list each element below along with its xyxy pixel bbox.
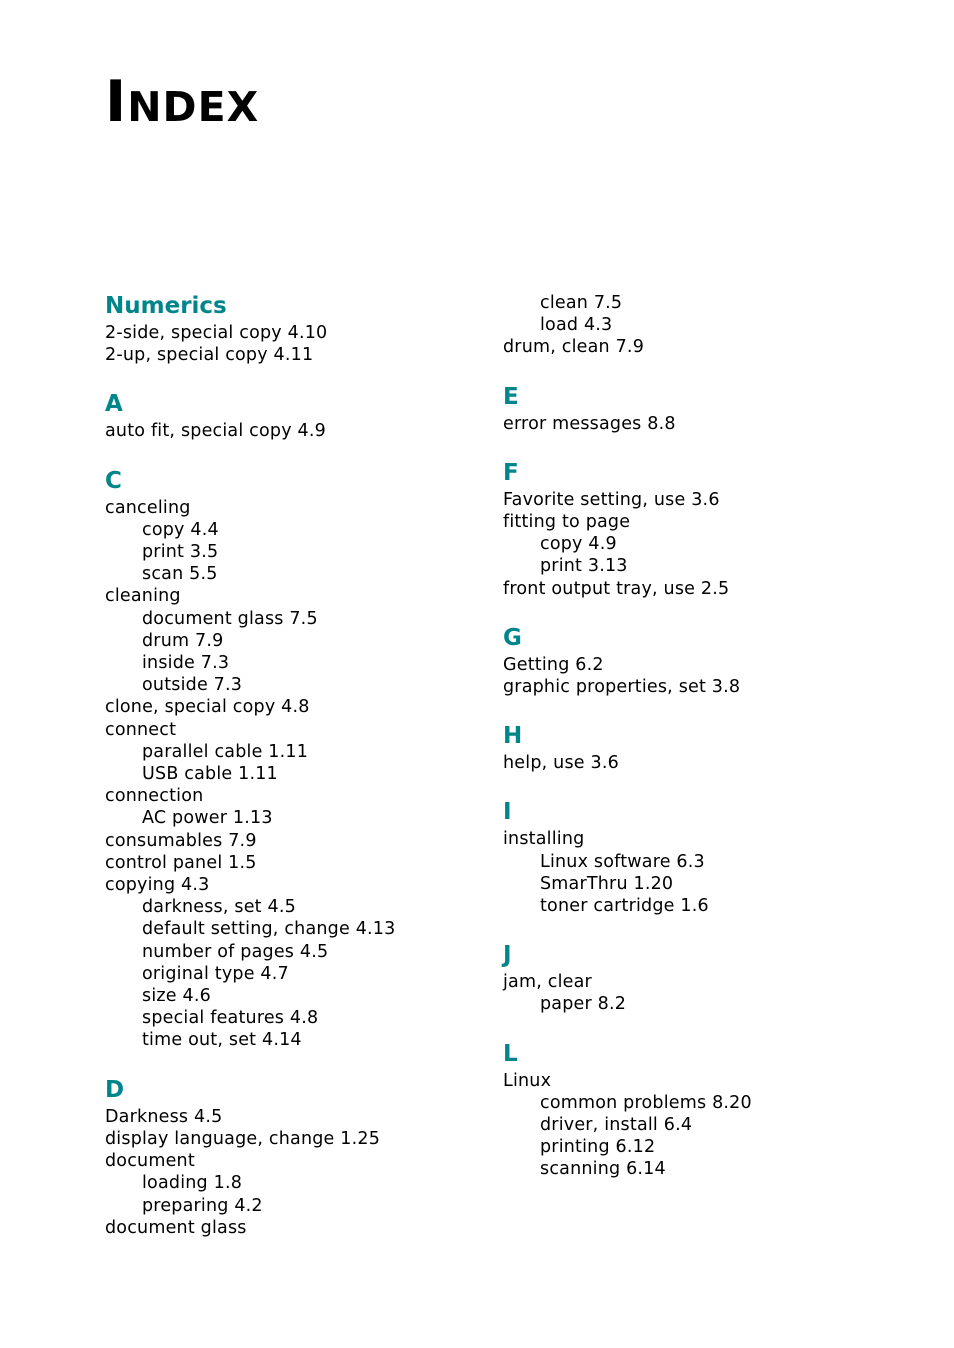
index-entry: error messages 8.8: [503, 413, 676, 434]
index-entry: Darkness 4.5: [105, 1106, 223, 1127]
index-subentry: copy 4.4: [142, 519, 219, 540]
index-subentry: print 3.13: [540, 556, 628, 577]
index-section: [503, 1038, 903, 1181]
section-heading: G: [503, 624, 522, 651]
index-entry: document: [105, 1151, 195, 1172]
section-heading: F: [503, 459, 519, 486]
section-heading: H: [503, 723, 523, 750]
index-section: [503, 939, 903, 1015]
index-entry: Getting 6.2: [503, 654, 604, 675]
index-entry: Linux: [503, 1070, 552, 1091]
section-heading: A: [105, 391, 123, 418]
index-section: [105, 388, 505, 442]
index-subentry: paper 8.2: [540, 994, 627, 1015]
section-heading: E: [503, 383, 519, 410]
section-heading: I: [503, 799, 512, 826]
index-entry: clone, special copy 4.8: [105, 697, 310, 718]
index-subentry: Linux software 6.3: [540, 851, 705, 872]
index-subentry: toner cartridge 1.6: [540, 896, 709, 917]
index-section: [503, 622, 903, 698]
index-entry: front output tray, use 2.5: [503, 578, 730, 599]
index-subentry: scanning 6.14: [540, 1159, 666, 1180]
index-subentry: driver, install 6.4: [540, 1115, 693, 1136]
index-section: [503, 292, 903, 359]
index-entry: consumables 7.9: [105, 830, 257, 851]
section-heading: J: [503, 942, 512, 969]
index-section: [503, 457, 903, 600]
index-subentry: clean 7.5: [540, 293, 623, 313]
index-subentry: print 3.5: [142, 542, 219, 563]
page-title-initial: I: [105, 69, 128, 135]
page-title-rest: NDEX: [127, 83, 260, 131]
index-subentry: drum 7.9: [142, 630, 224, 651]
index-subentry: preparing 4.2: [142, 1195, 263, 1216]
index-subentry: SmarThru 1.20: [540, 873, 674, 894]
index-subentry: default setting, change 4.13: [142, 919, 396, 940]
index-subentry: loading 1.8: [142, 1173, 243, 1194]
index-subentry: time out, set 4.14: [142, 1030, 302, 1051]
index-entry: document glass: [105, 1217, 247, 1238]
index-subentry: AC power 1.13: [142, 808, 273, 829]
index-subentry: common problems 8.20: [540, 1092, 752, 1113]
index-entry: installing: [503, 829, 585, 850]
index-column-right: [503, 292, 903, 1181]
index-subentry: document glass 7.5: [142, 608, 318, 629]
index-entry: jam, clear: [503, 972, 592, 993]
index-subentry: size 4.6: [142, 986, 211, 1007]
index-entry: 2-side, special copy 4.10: [105, 323, 328, 343]
index-section: [503, 381, 903, 435]
index-entry: Favorite setting, use 3.6: [503, 489, 720, 510]
index-subentry: copy 4.9: [540, 534, 617, 555]
index-section: [503, 720, 903, 774]
index-entry: canceling: [105, 497, 191, 518]
index-section: [105, 290, 505, 366]
index-subentry: original type 4.7: [142, 963, 289, 984]
index-entry: auto fit, special copy 4.9: [105, 421, 326, 442]
index-section: [105, 465, 505, 1052]
index-column-left: [105, 290, 505, 1239]
index-entry: graphic properties, set 3.8: [503, 677, 741, 698]
index-entry: cleaning: [105, 586, 181, 607]
index-entry: control panel 1.5: [105, 852, 257, 873]
index-section: [503, 796, 903, 917]
index-entry: help, use 3.6: [503, 753, 619, 774]
index-subentry: darkness, set 4.5: [142, 897, 296, 918]
index-subentry: USB cable 1.11: [142, 764, 278, 785]
section-heading: D: [105, 1076, 125, 1103]
index-subentry: special features 4.8: [142, 1008, 319, 1029]
page-title: [105, 70, 259, 139]
index-subentry: parallel cable 1.11: [142, 741, 309, 762]
index-subentry: number of pages 4.5: [142, 941, 329, 962]
section-heading: C: [105, 467, 122, 494]
index-subentry: scan 5.5: [142, 564, 218, 585]
index-entry: 2-up, special copy 4.11: [105, 345, 314, 366]
index-section: [105, 1074, 505, 1239]
index-subentry: outside 7.3: [142, 675, 243, 696]
index-entry: display language, change 1.25: [105, 1128, 381, 1149]
index-entry: copying 4.3: [105, 875, 210, 896]
index-subentry: printing 6.12: [540, 1137, 656, 1158]
index-subentry: inside 7.3: [142, 653, 230, 674]
index-entry: connect: [105, 719, 177, 740]
index-subentry: load 4.3: [540, 315, 613, 336]
index-entry: connection: [105, 786, 204, 807]
index-entry: fitting to page: [503, 512, 631, 533]
index-entry: drum, clean 7.9: [503, 337, 645, 358]
section-heading: Numerics: [105, 293, 227, 319]
section-heading: L: [503, 1040, 518, 1067]
